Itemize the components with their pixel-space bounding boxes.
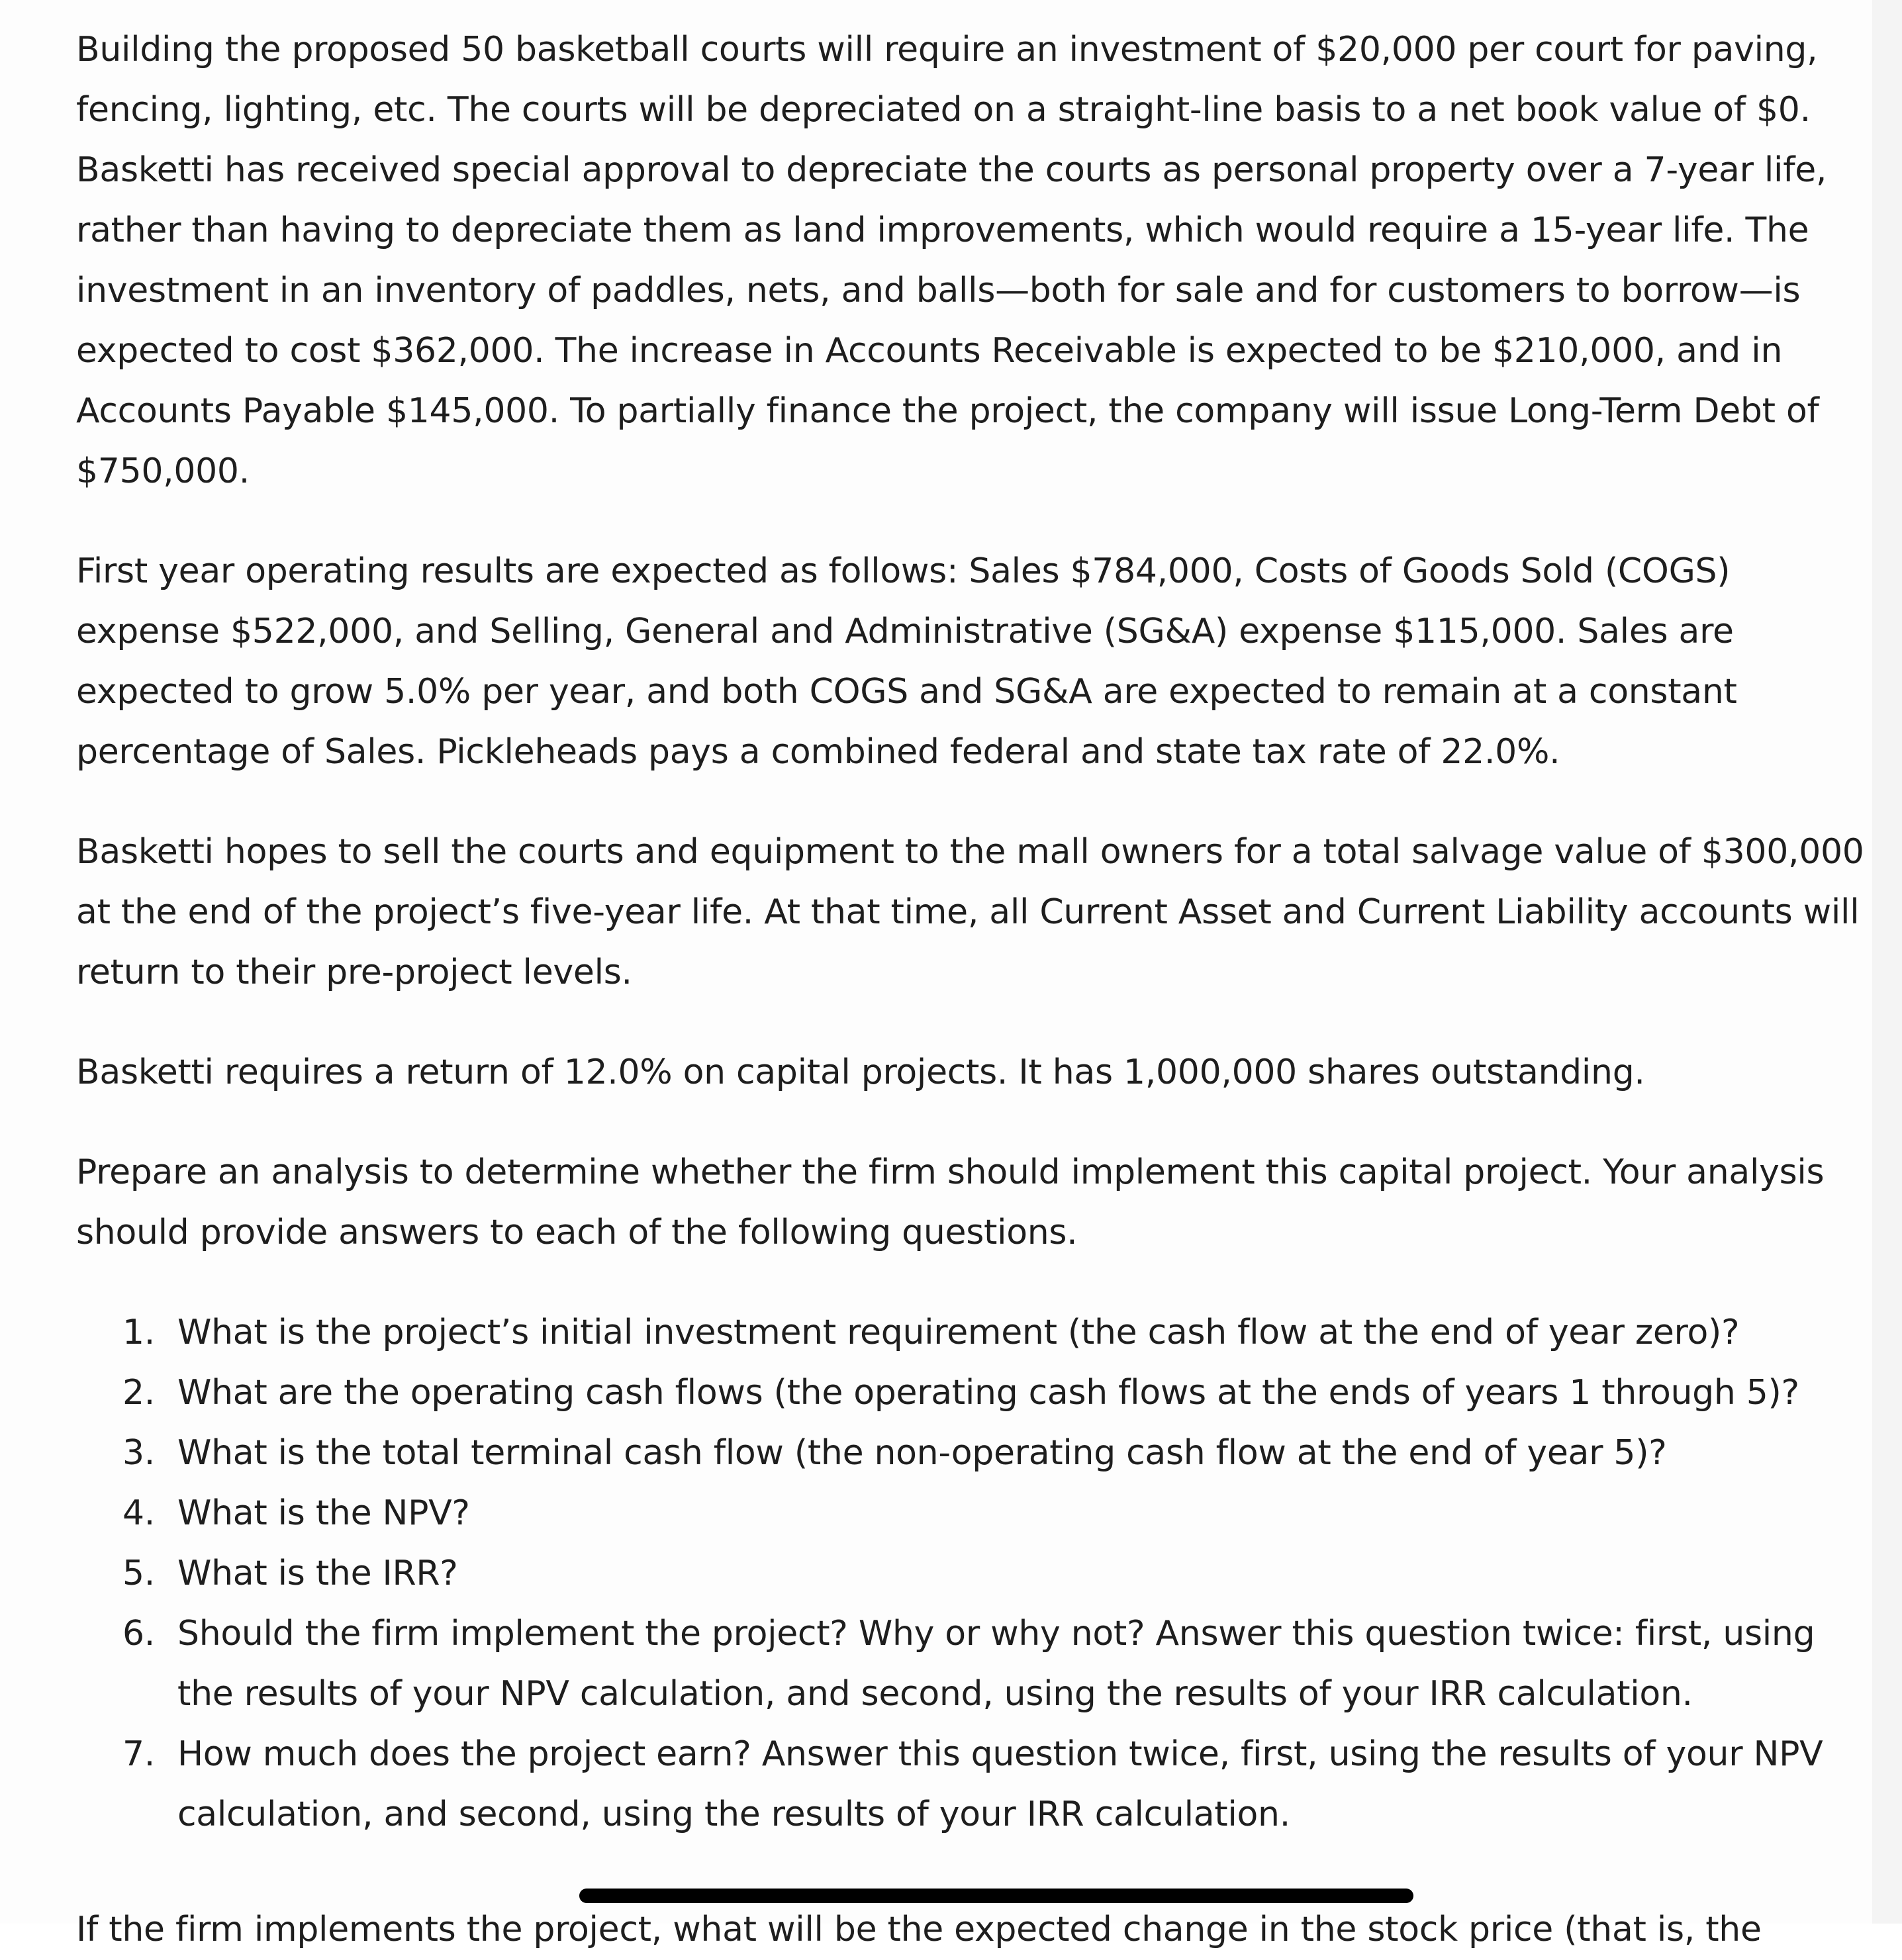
question-list: [76, 1303, 1880, 1845]
paragraph-instructions: Prepare an analysis to determine whether the firm should implement this capital project. Your analysis should provide answers to each of the following questions.: [76, 1152, 1825, 1252]
list-item: [76, 1724, 1880, 1845]
list-item: [76, 1483, 1880, 1544]
paragraph-salvage: Basketti hopes to sell the courts and equipment to the mall owners for a total salvage value of $300,000 at the end of the project’s five-year life. At that time, all Current Asset and Current Liability accounts will return to their pre-project levels.: [76, 832, 1864, 992]
paragraph-investment: Building the proposed 50 basketball courts will require an investment of $20,000 per court for paving, fencing, lighting, etc. The courts will be depreciated on a straight-line basis to a net book value of $0. Basketti has received special approval to depreciate the courts as personal property over a 7-year life, rather than having to depreciate them as land improvements, which would require a 15-year life. The investment in an inventory of paddles, nets, and balls—both for sale and for customers to borrow—is expected to cost $362,000. The increase in Accounts Receivable is expected to be $210,000, and in Accounts Payable $145,000. To partially finance the project, the company will issue Long-Term Debt of $750,000.: [76, 30, 1827, 491]
scroll-edge: [1872, 0, 1902, 1924]
paragraph-required-return: Basketti requires a return of 12.0% on capital projects. It has 1,000,000 shares outstanding.: [76, 1052, 1645, 1092]
list-item-number: 5.: [122, 1554, 156, 1593]
cutoff-text-line: [76, 1900, 1880, 1949]
list-item-text: What is the NPV?: [177, 1493, 470, 1533]
paragraph-operating-results: First year operating results are expected as follows: Sales $784,000, Costs of Goods Sold (COGS) expense $522,000, and Selling, General and Administrative (SG&A) expense $115,000. Sales are expected to grow 5.0% per year, and both COGS and SG&A are expected to remain at a constant percentage of Sales. Pickleheads pays a combined federal and state tax rate of 22.0%.: [76, 551, 1737, 772]
list-item-number: 3.: [122, 1433, 156, 1473]
list-item-number: 4.: [122, 1493, 156, 1533]
list-item-text: Should the firm implement the project? Why or why not? Answer this question twice: first, using the results of your NPV calculation, and second, using the results of your IRR calculation.: [177, 1614, 1815, 1714]
list-item: [76, 1423, 1880, 1483]
home-indicator-bar[interactable]: [579, 1889, 1413, 1903]
list-item-number: 2.: [122, 1373, 156, 1413]
list-item-text: What is the project’s initial investment requirement (the cash flow at the end of year zero)?: [177, 1313, 1740, 1352]
list-item: [76, 1604, 1880, 1724]
list-item-number: 1.: [122, 1313, 156, 1352]
list-item-text: What is the IRR?: [177, 1554, 458, 1593]
list-item: [76, 1544, 1880, 1604]
list-item: [76, 1303, 1880, 1363]
list-item-number: 7.: [122, 1734, 156, 1774]
cutoff-text: If the firm implements the project, what will be the expected change in the stock price (that is, the: [76, 1910, 1762, 1949]
list-item-number: 6.: [122, 1614, 156, 1654]
list-item: [76, 1363, 1880, 1423]
document-content: [76, 20, 1880, 1845]
list-item-text: What are the operating cash flows (the operating cash flows at the ends of years 1 through 5)?: [177, 1373, 1799, 1413]
list-item-text: How much does the project earn? Answer this question twice, first, using the results of your NPV calculation, and second, using the results of your IRR calculation.: [177, 1734, 1823, 1834]
list-item-text: What is the total terminal cash flow (the non-operating cash flow at the end of year 5)?: [177, 1433, 1667, 1473]
